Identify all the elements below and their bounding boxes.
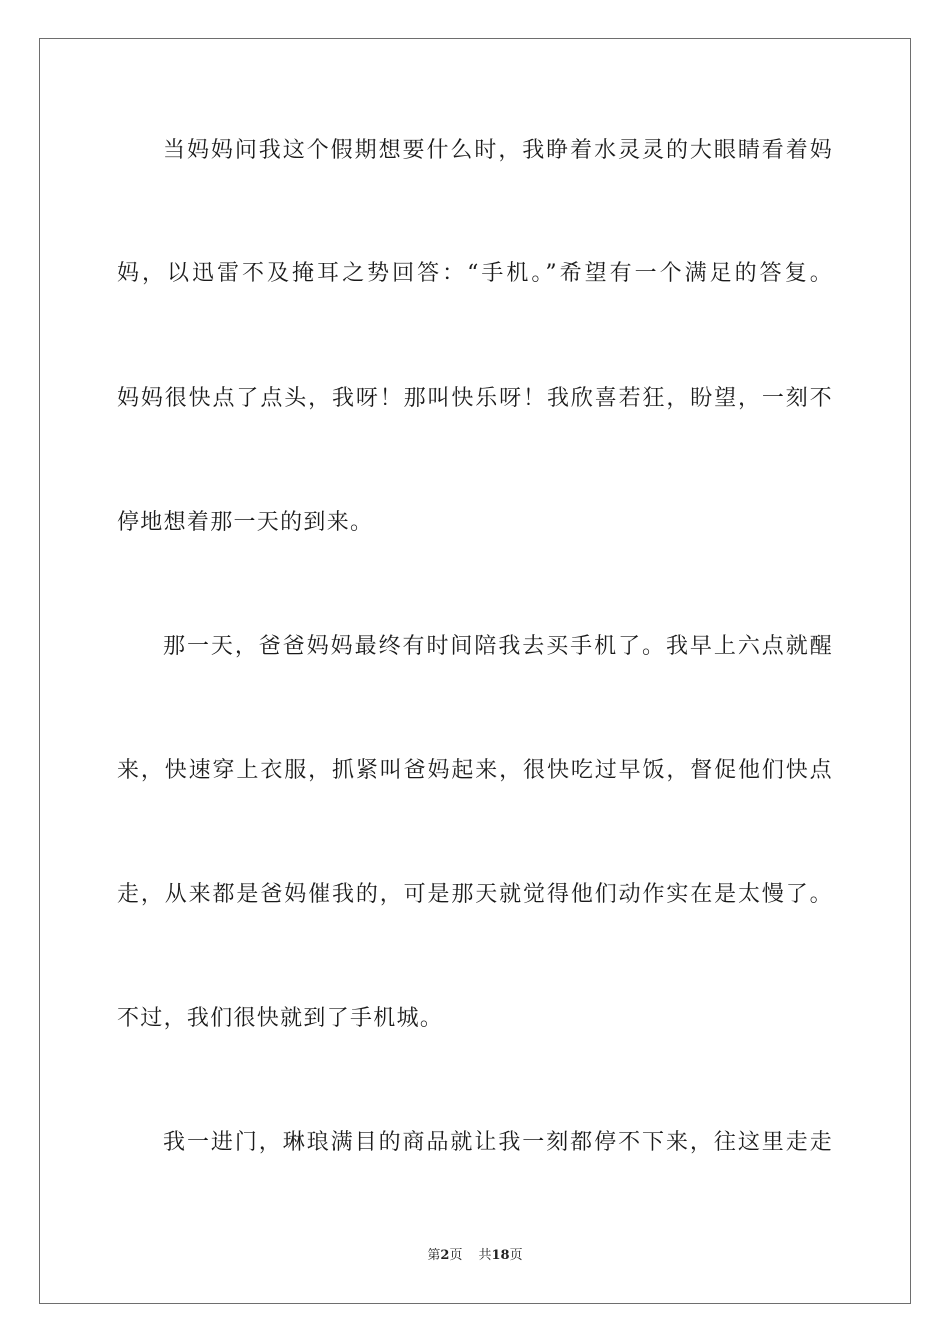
paragraph-3-line-1: 我一进门，琳琅满目的商品就让我一刻都停不下来，往这里走走: [163, 1130, 833, 1155]
total-pages: 18: [491, 1248, 510, 1263]
total-prefix: 共: [478, 1248, 492, 1263]
paragraph-1-line-4: 停地想着那一天的到来。: [117, 510, 374, 535]
paragraph-2-line-2: 来，快速穿上衣服，抓紧叫爸妈起来，很快吃过早饭，督促他们快点: [117, 758, 833, 783]
page-border: [39, 38, 911, 1304]
paragraph-2-line-4: 不过，我们很快就到了手机城。: [117, 1006, 444, 1031]
page-footer: [0, 1247, 950, 1265]
paragraph-1-line-3: 妈妈很快点了点头，我呀！那叫快乐呀！我欣喜若狂，盼望，一刻不: [117, 386, 833, 411]
paragraph-1-line-1: 当妈妈问我这个假期想要什么时，我睁着水灵灵的大眼睛看着妈: [163, 138, 833, 163]
page-prefix: 第: [427, 1248, 441, 1263]
total-suffix: 页: [509, 1248, 523, 1263]
paragraph-1-line-2: 妈，以迅雷不及掩耳之势回答：“手机。”希望有一个满足的答复。: [117, 261, 833, 286]
page-suffix: 页: [449, 1248, 463, 1263]
paragraph-2-line-3: 走，从来都是爸妈催我的，可是那天就觉得他们动作实在是太慢了。: [117, 882, 833, 907]
paragraph-2-line-1: 那一天，爸爸妈妈最终有时间陪我去买手机了。我早上六点就醒: [163, 634, 833, 659]
page-number: 2: [440, 1248, 450, 1263]
